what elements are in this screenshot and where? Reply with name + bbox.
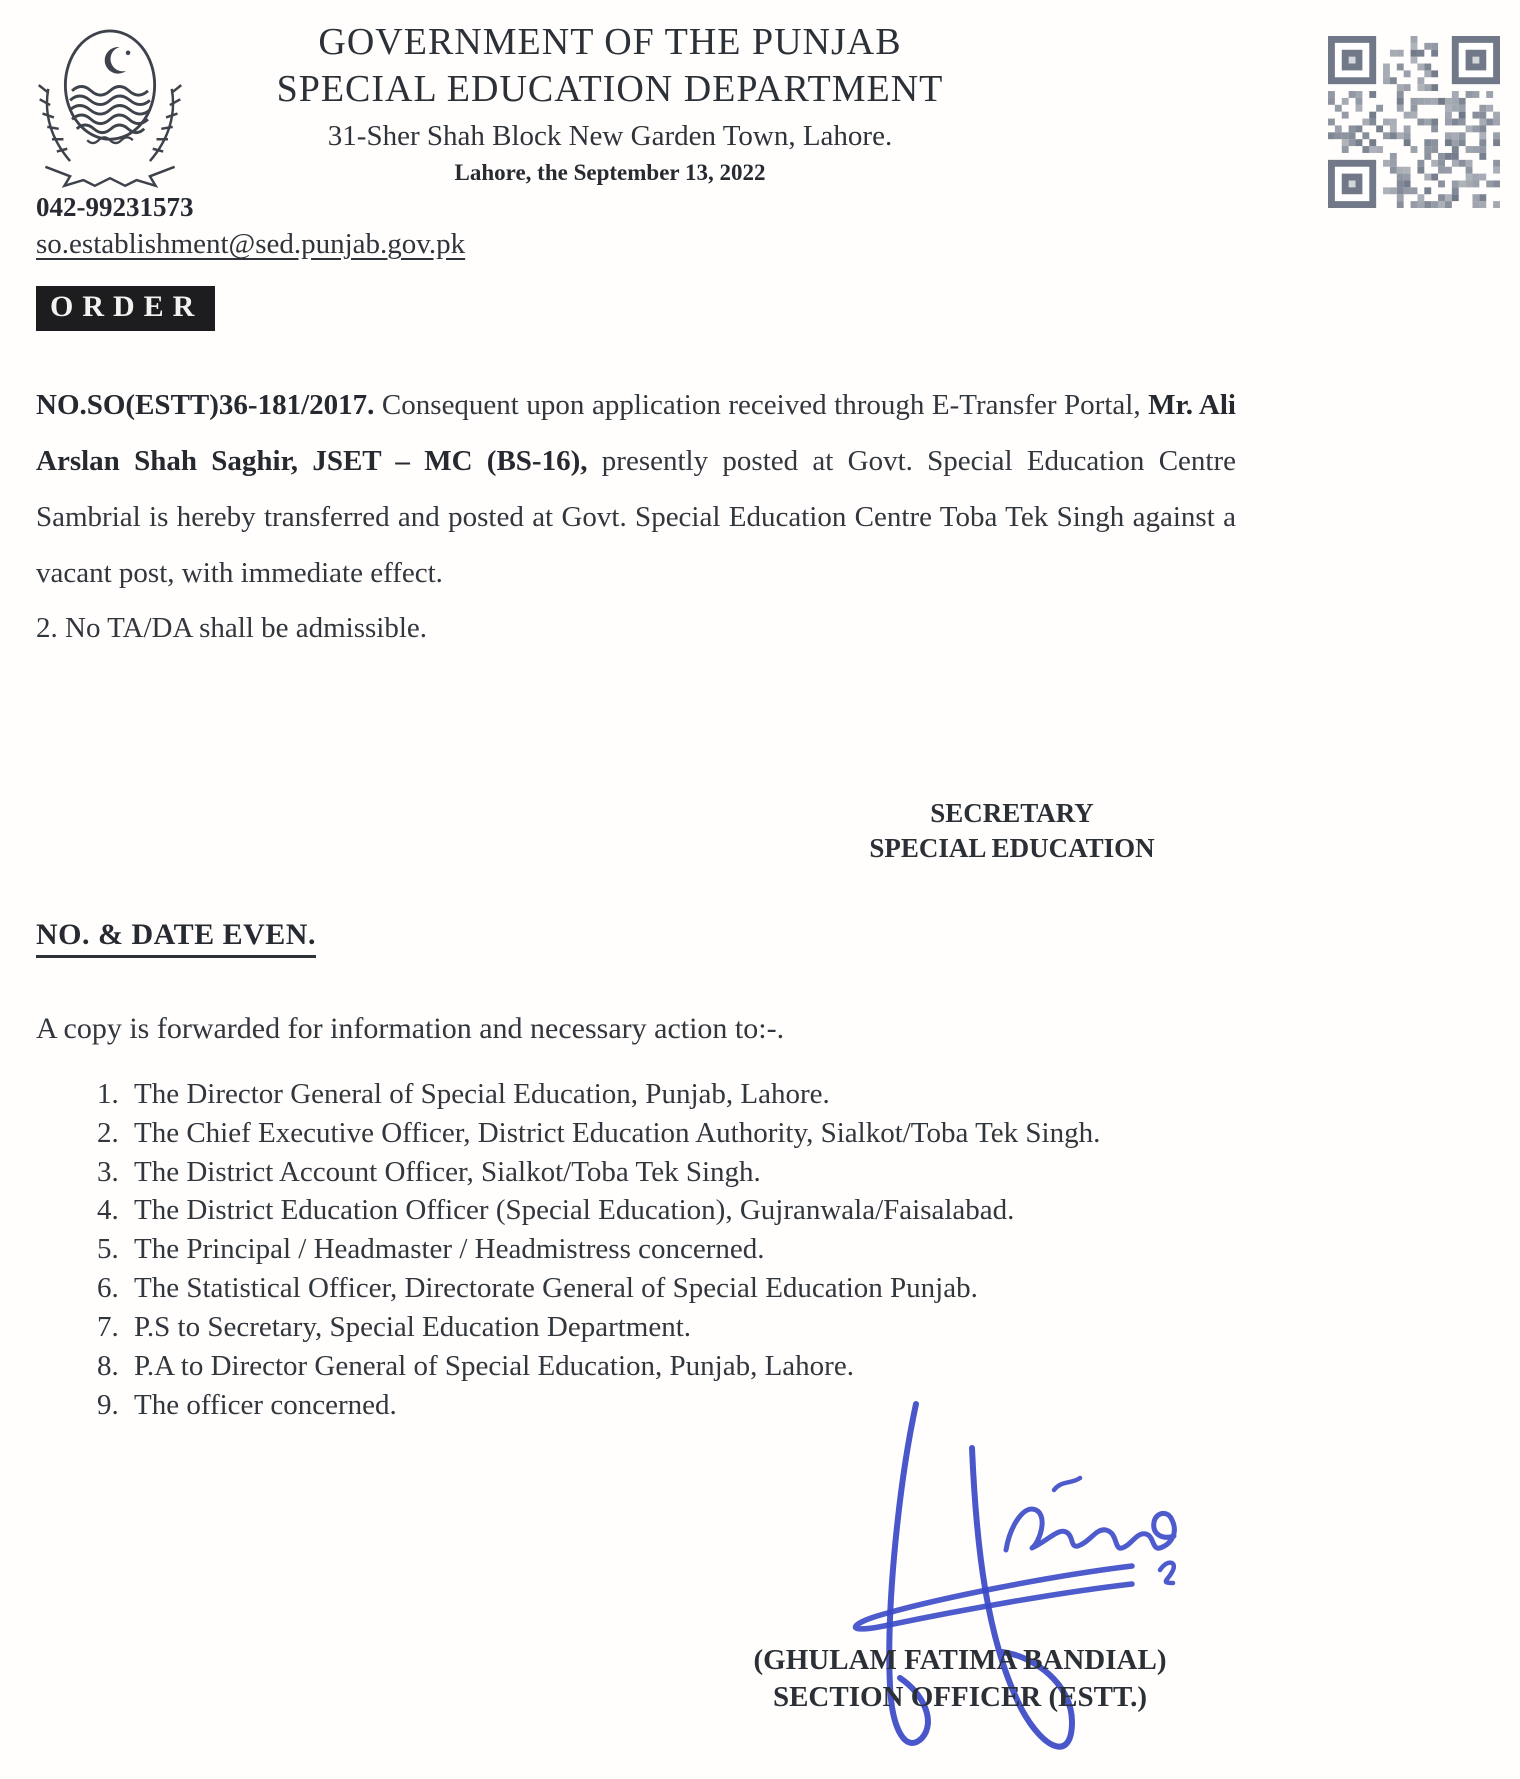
secretary-signatory-block [850, 796, 1174, 866]
clause-2: 2. No TA/DA shall be admissible. [36, 612, 428, 644]
no-and-date-heading: NO. & DATE EVEN. [36, 918, 316, 958]
handwritten-signature-icon [800, 1392, 1250, 1776]
letterhead [240, 20, 980, 187]
secretary-department: SPECIAL EDUCATION [869, 833, 1155, 864]
cc-recipient-2: 2. The Chief Executive Officer, District Education Authority, Sialkot/Toba Tek Singh. [126, 1115, 1296, 1152]
cc-recipient-7: 7. P.S to Secretary, Special Education Department. [126, 1309, 1296, 1346]
org-name-line2: SPECIAL EDUCATION DEPARTMENT [276, 67, 944, 110]
punjab-government-emblem-icon [34, 20, 186, 192]
section-officer-signatory-block [742, 1642, 1178, 1716]
order-text-1: Consequent upon application received through E-Transfer Portal, [374, 389, 1149, 421]
email-address: so.establishment@sed.punjab.gov.pk [36, 228, 466, 261]
signatory-name: (GHULAM FATIMA BANDIAL) [753, 1644, 1167, 1676]
officer-name: Mr. Ali Arslan Shah Saghir, JSET – MC (BS-16), [36, 389, 1236, 477]
secretary-title: SECRETARY [930, 798, 1094, 828]
signatory-designation: SECTION OFFICER (ESTT.) [772, 1681, 1148, 1714]
order-paragraph [36, 378, 1236, 602]
cc-recipient-6: 6. The Statistical Officer, Directorate General of Special Education Punjab. [126, 1270, 1296, 1307]
cc-recipient-8: 8. P.A to Director General of Special Education, Punjab, Lahore. [126, 1348, 1296, 1385]
org-name-line1: GOVERNMENT OF THE PUNJAB [318, 21, 902, 63]
org-address: 31-Sher Shah Block New Garden Town, Lahore. [327, 120, 893, 153]
cc-recipient-1: 1. The Director General of Special Education, Punjab, Lahore. [126, 1076, 1296, 1113]
cc-recipient-9: 9. The officer concerned. [126, 1387, 1296, 1424]
cc-intro-line: A copy is forwarded for information and necessary action to:-. [36, 1012, 785, 1045]
order-text-2: presently posted at Govt. Special Education Centre Sambrial is hereby transferred and posted at Govt. Special Education Centre Toba Tek Singh against a vacant post, with immediate effect. [36, 444, 1236, 589]
phone-number: 042-99231573 [36, 192, 194, 222]
cc-list [36, 1076, 1296, 1425]
contact-block [36, 192, 465, 261]
cc-recipient-5: 5. The Principal / Headmaster / Headmistress concerned. [126, 1231, 1296, 1268]
letter-date: Lahore, the September 13, 2022 [454, 159, 766, 185]
qr-code [1328, 36, 1500, 208]
order-heading: ORDER [36, 286, 215, 331]
reference-number: NO.SO(ESTT)36-181/2017. [36, 389, 375, 421]
cc-recipient-4: 4. The District Education Officer (Special Education), Gujranwala/Faisalabad. [126, 1192, 1296, 1229]
cc-recipient-3: 3. The District Account Officer, Sialkot/Toba Tek Singh. [126, 1154, 1296, 1191]
